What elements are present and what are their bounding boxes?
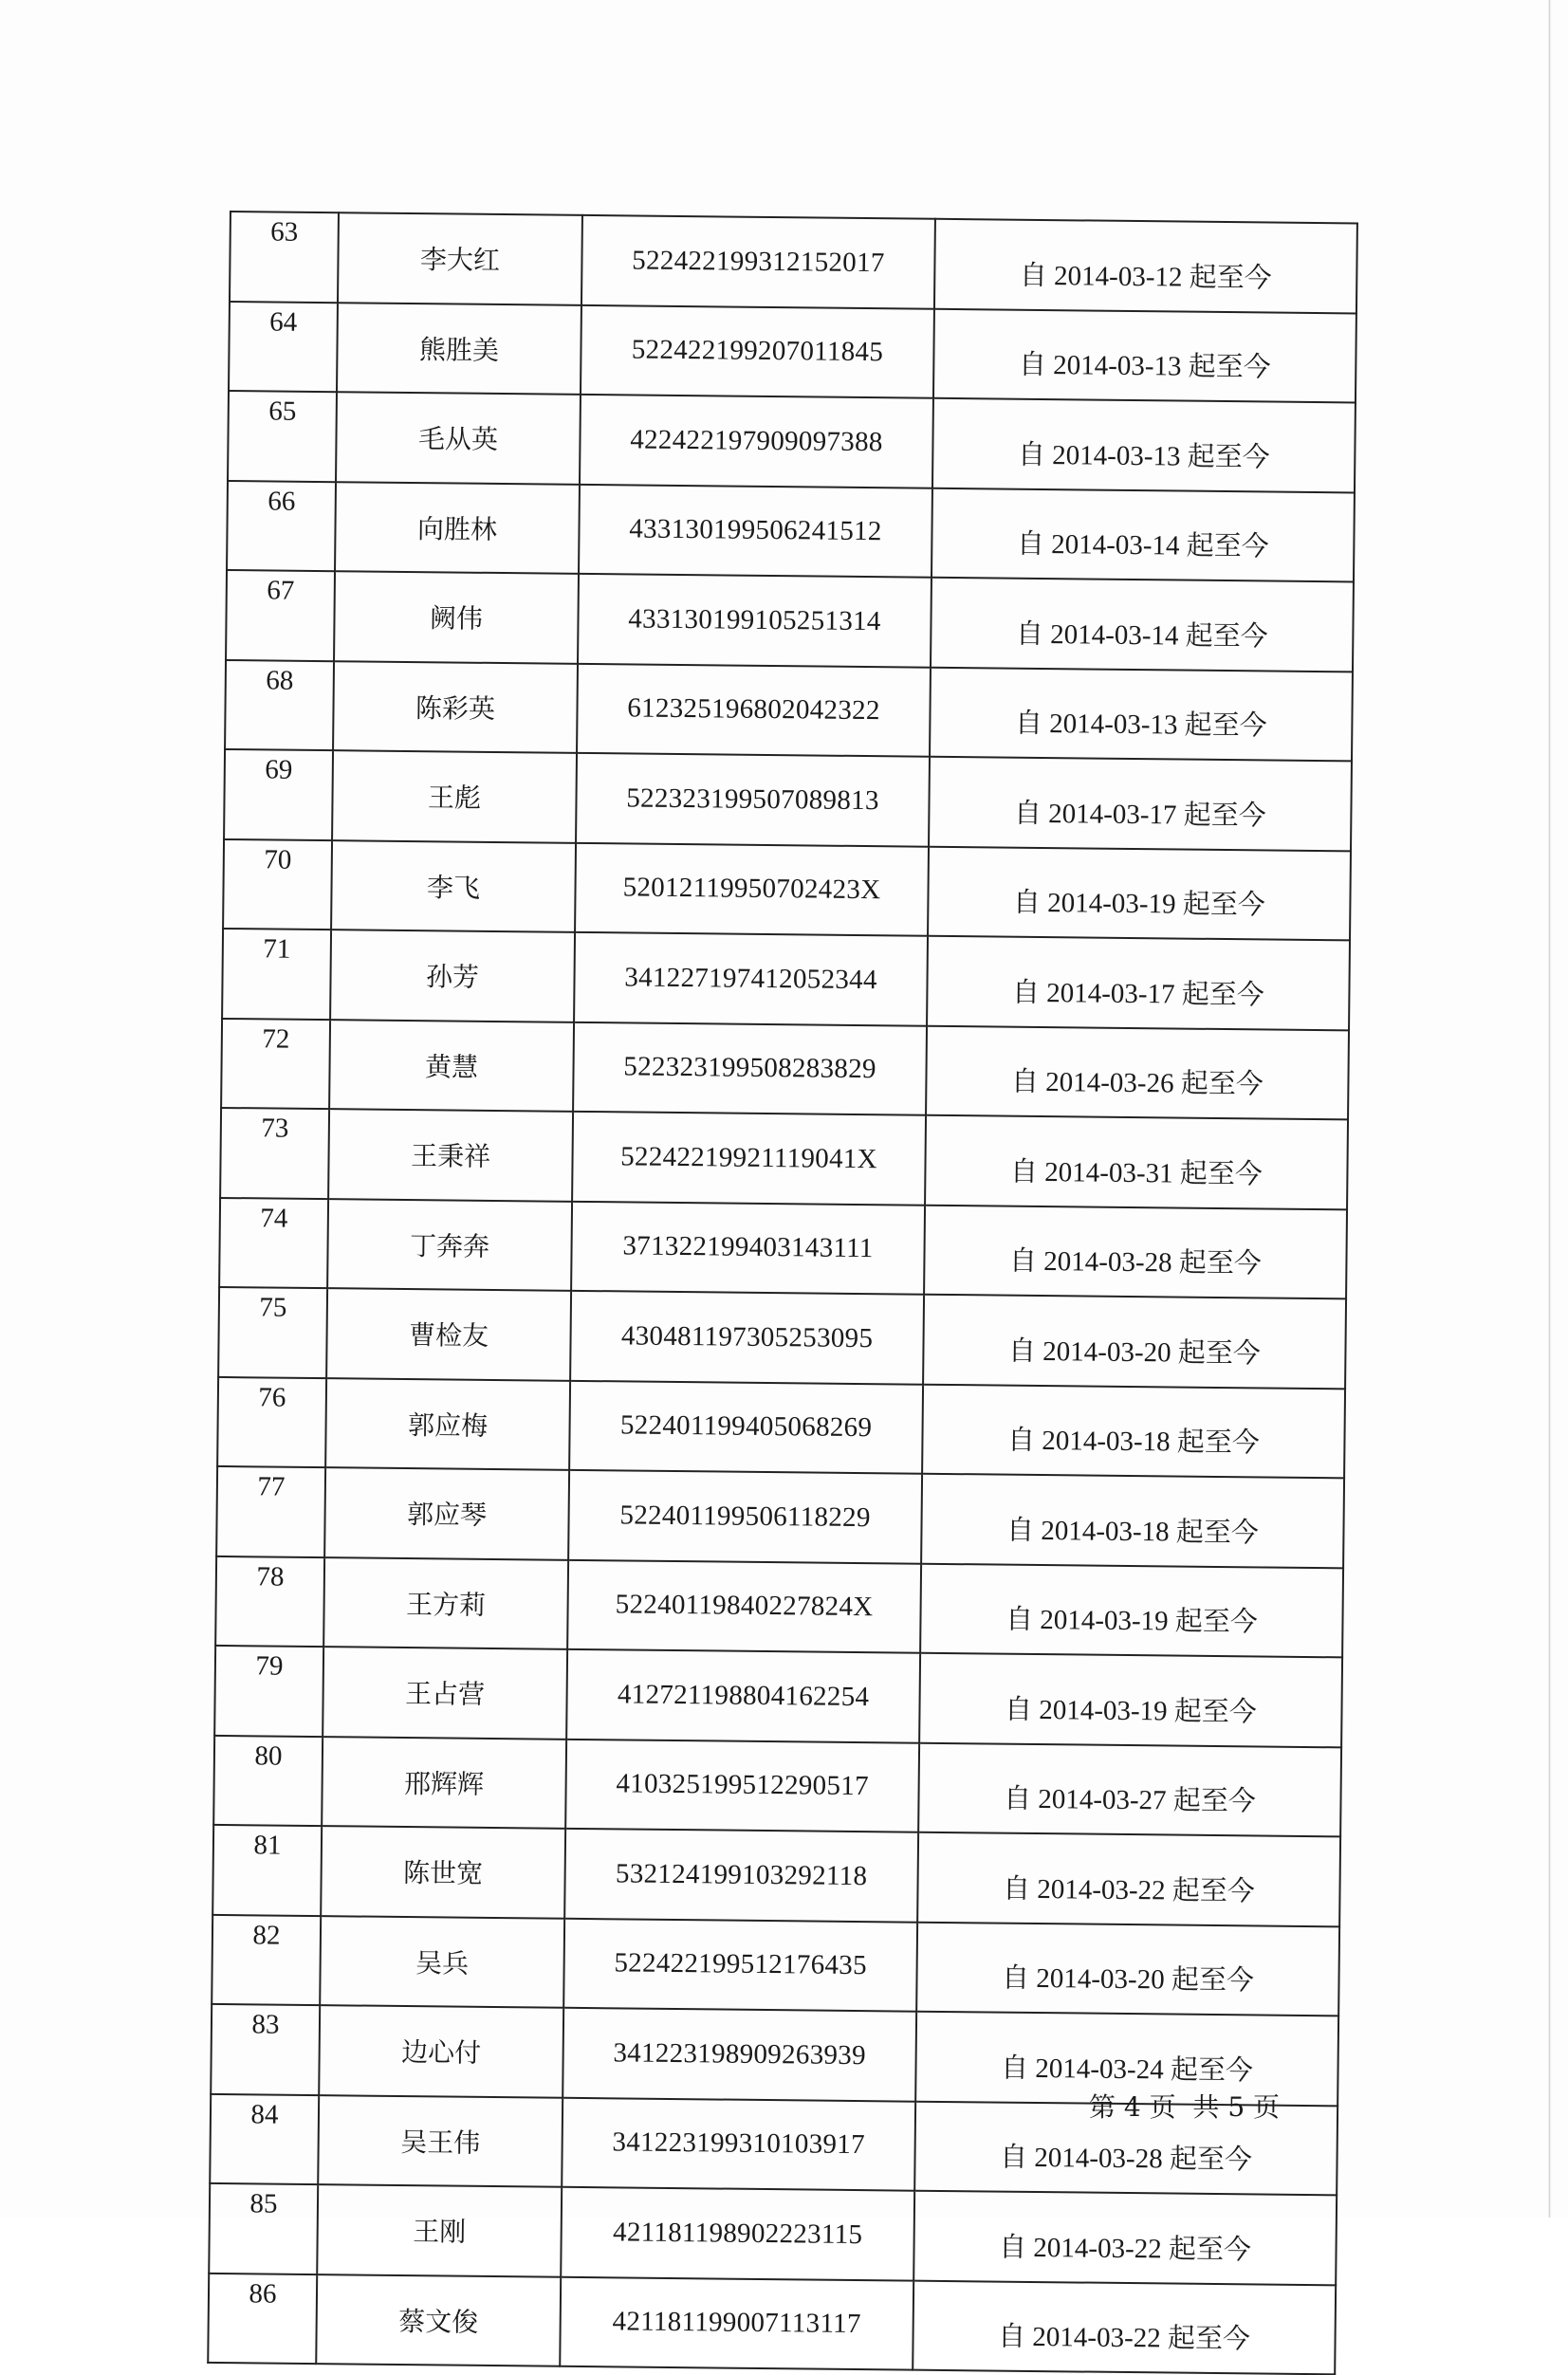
row-number: 70 [223,838,332,930]
row-id-number: 422422197909097388 [580,395,933,488]
row-name: 黄慧 [329,1020,574,1112]
row-number: 65 [228,391,337,482]
page-footer: 第 4 页 共 5 页 [1089,2091,1281,2123]
row-id-number: 522401199506118229 [568,1470,922,1563]
table-row [209,2183,1337,2285]
table-row [228,391,1356,492]
row-id-number: 522422199312152017 [581,215,935,308]
row-name: 郭应梅 [325,1378,570,1470]
table-row [219,1197,1347,1298]
table-row [229,302,1356,403]
row-number: 69 [224,749,333,840]
row-period: 自 2014-03-14 起至今 [932,488,1355,581]
row-id-number: 341223198909263939 [563,2008,916,2101]
row-period: 自 2014-03-19 起至今 [928,846,1351,940]
row-id-number: 433130199105251314 [578,574,932,667]
row-period: 自 2014-03-13 起至今 [932,398,1356,492]
row-id-number: 522422199512176435 [563,1918,917,2011]
row-period: 自 2014-03-18 起至今 [922,1384,1345,1478]
row-number: 67 [226,570,335,661]
table-row [222,929,1350,1030]
table-row [216,1466,1344,1568]
row-number: 72 [221,1018,330,1109]
row-period: 自 2014-03-28 起至今 [924,1205,1347,1298]
row-id-number: 371322199403143111 [571,1201,925,1294]
row-number: 68 [225,659,334,750]
row-number: 80 [213,1735,323,1826]
employee-table-body [208,212,1357,2374]
row-name: 吴王伟 [318,2095,563,2187]
row-id-number: 522323199508283829 [573,1022,927,1114]
row-name: 李飞 [331,840,576,932]
row-period: 自 2014-03-24 起至今 [915,2012,1338,2106]
row-number: 71 [222,929,331,1020]
row-name: 王占营 [323,1647,567,1739]
table-row [208,2273,1336,2374]
row-name: 陈彩英 [333,661,578,753]
table-row [213,1735,1341,1836]
row-number: 74 [219,1197,328,1288]
row-number: 75 [218,1287,327,1378]
row-period: 自 2014-03-14 起至今 [931,578,1354,672]
row-number: 64 [229,302,338,393]
row-id-number: 52012119950702423X [575,842,929,935]
row-number: 73 [220,1108,329,1199]
row-period: 自 2014-03-27 起至今 [918,1742,1341,1836]
table-row [227,480,1355,581]
row-id-number: 341227197412052344 [574,932,928,1025]
row-number: 77 [216,1466,325,1557]
employee-table-wrapper [207,211,1358,2375]
table-row [226,570,1354,672]
row-id-number: 412721198804162254 [566,1649,920,1742]
row-name: 王秉祥 [328,1109,573,1201]
row-name: 曹检友 [326,1288,571,1380]
row-period: 自 2014-03-31 起至今 [925,1115,1348,1209]
row-name: 陈世宽 [321,1826,565,1918]
row-name: 邢辉辉 [322,1737,566,1829]
row-number: 78 [215,1556,324,1647]
row-number: 79 [214,1646,323,1737]
row-number: 85 [209,2183,318,2274]
row-period: 自 2014-03-28 起至今 [914,2101,1337,2195]
row-name: 孙芳 [330,930,575,1022]
row-period: 自 2014-03-20 起至今 [916,1922,1339,2016]
table-row [220,1108,1348,1209]
table-row [212,1825,1340,1926]
row-period: 自 2014-03-22 起至今 [913,2280,1336,2374]
table-row [214,1646,1342,1747]
row-period: 自 2014-03-17 起至今 [927,936,1350,1030]
row-id-number: 421181199007113117 [560,2276,913,2369]
row-period: 自 2014-03-22 起至今 [917,1832,1340,1926]
row-id-number: 532124199103292118 [564,1829,918,1922]
row-name: 丁奔奔 [327,1199,572,1291]
row-name: 毛从英 [336,392,581,484]
row-number: 63 [230,212,339,303]
row-name: 熊胜美 [337,303,581,395]
row-name: 李大红 [338,212,582,304]
row-number: 82 [212,1914,321,2005]
row-name: 阙伟 [334,571,579,663]
row-id-number: 522401199405068269 [569,1380,923,1473]
row-id-number: 612325196802042322 [577,663,931,756]
table-row [212,1914,1339,2016]
row-name: 吴兵 [320,1916,564,2008]
row-number: 76 [217,1376,326,1467]
row-period: 自 2014-03-18 起至今 [921,1474,1344,1568]
table-row [225,659,1353,761]
row-number: 86 [208,2273,317,2364]
row-name: 郭应琴 [324,1467,569,1559]
row-name: 蔡文俊 [316,2274,561,2366]
row-period: 自 2014-03-13 起至今 [933,308,1356,402]
row-name: 王方莉 [323,1557,568,1649]
row-id-number: 410325199512290517 [565,1739,919,1832]
row-name: 边心付 [319,2005,563,2097]
table-row [218,1287,1346,1389]
table-row [221,1018,1349,1119]
row-number: 81 [212,1825,322,1916]
row-name: 王彪 [332,750,577,842]
row-id-number: 522422199207011845 [581,304,934,397]
row-number: 84 [210,2093,319,2184]
row-period: 自 2014-03-12 起至今 [934,219,1357,313]
scan-edge-shadow [1548,0,1551,2218]
row-id-number: 52242219921119041X [572,1112,926,1205]
row-period: 自 2014-03-22 起至今 [913,2191,1337,2285]
row-period: 自 2014-03-19 起至今 [919,1653,1342,1747]
row-name: 王刚 [317,2184,562,2276]
row-id-number: 433130199506241512 [579,484,932,577]
row-id-number: 421181198902223115 [561,2187,914,2280]
row-period: 自 2014-03-19 起至今 [920,1563,1343,1657]
row-period: 自 2014-03-17 起至今 [929,757,1352,851]
row-period: 自 2014-03-20 起至今 [923,1295,1346,1389]
row-id-number: 341223199310103917 [562,2097,915,2190]
row-id-number: 522323199507089813 [576,753,930,846]
table-row [224,749,1352,851]
row-number: 83 [211,2004,320,2095]
table-row [223,838,1351,940]
employee-table [207,211,1358,2375]
table-row [215,1556,1343,1657]
table-row [230,212,1357,313]
row-period: 自 2014-03-26 起至今 [926,1025,1349,1119]
row-id-number: 52240119840227824X [567,1559,921,1652]
table-row [217,1376,1345,1478]
row-period: 自 2014-03-13 起至今 [930,667,1353,761]
row-id-number: 430481197305253095 [570,1291,924,1384]
row-number: 66 [227,480,336,571]
row-name: 向胜林 [335,482,580,574]
